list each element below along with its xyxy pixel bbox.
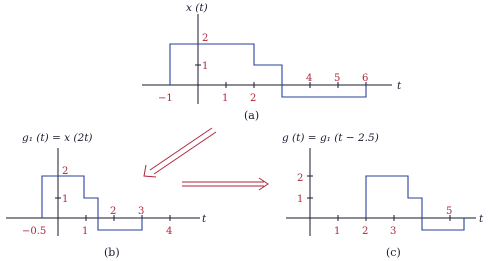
panel-a-xtick-label: 2: [250, 93, 257, 104]
panel-b-title: g₁ (t) = x (2t): [22, 132, 93, 144]
panel-a-xtick-label: −1: [158, 93, 173, 104]
panel-b-caption: (b): [104, 246, 120, 259]
panel-b: [6, 132, 207, 259]
panel-c-xtick-label: 2: [362, 226, 369, 237]
panel-a-axis-var: t: [397, 80, 402, 92]
panel-a-xtick-label: 4: [306, 73, 313, 84]
panel-a-caption: (a): [244, 109, 260, 122]
transform-arrows: [144, 128, 268, 190]
panel-c-title: g (t) = g₁ (t − 2.5): [282, 132, 379, 144]
panel-a-xtick-label: 5: [334, 73, 341, 84]
panel-b-ytick-label: 2: [62, 166, 69, 177]
diagonal-arrow-line: [154, 132, 216, 174]
diagonal-arrow-line: [150, 128, 212, 170]
horizontal-arrow-head: [259, 178, 268, 190]
panel-a-ytick-label: 2: [202, 33, 209, 44]
panel-b-xtick-label: −0.5: [22, 226, 47, 237]
panel-a-title: x (t): [186, 2, 208, 14]
panel-c-caption: (c): [386, 246, 401, 259]
panel-b-ytick-label: 1: [62, 194, 69, 205]
panel-a-ytick-label: 1: [202, 61, 209, 72]
panel-c-xtick-label: 3: [390, 226, 397, 237]
panel-b-xtick-label: 4: [166, 226, 173, 237]
panel-c: [282, 132, 484, 259]
panel-a: [142, 2, 402, 122]
panel-c-axis-var: t: [479, 213, 484, 225]
panel-b-xtick-label: 2: [110, 206, 117, 217]
panel-a-signal-waveform: [170, 44, 369, 97]
panel-c-ytick-label: 2: [297, 173, 304, 184]
panel-c-xtick-label: 5: [446, 206, 453, 217]
panel-a-xtick-label: 6: [362, 73, 369, 84]
panel-a-xtick-label: 1: [222, 93, 229, 104]
panel-c-signal-waveform: [366, 176, 464, 230]
panel-b-signal-waveform: [42, 176, 145, 230]
panel-b-xtick-label: 3: [138, 206, 145, 217]
panel-b-xtick-label: 1: [82, 226, 89, 237]
panel-c-xtick-label: 1: [334, 226, 341, 237]
panel-b-axis-var: t: [202, 213, 207, 225]
panel-c-ytick-label: 1: [297, 194, 304, 205]
